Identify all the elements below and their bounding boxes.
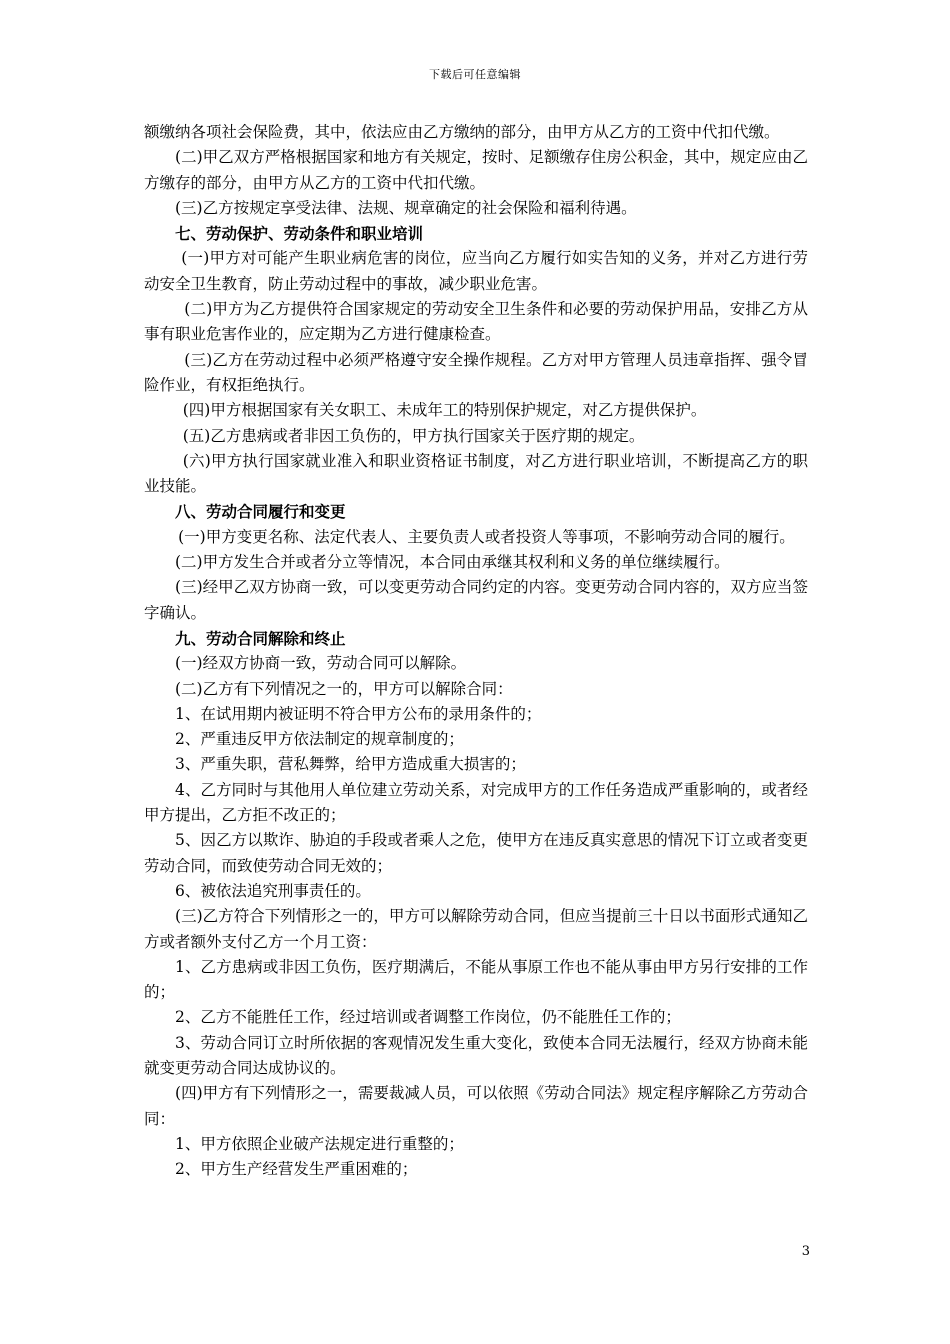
paragraph: (二)乙方有下列情况之一的，甲方可以解除合同： bbox=[175, 679, 513, 698]
list-item: 3、劳动合同订立时所依据的客观情况发生重大变化，致使本合同无法履行，经双方协商未能就变更劳动合同达成协议的。 bbox=[144, 1033, 808, 1077]
page-header: 下载后可任意编辑 bbox=[429, 68, 521, 81]
paragraph: (二)甲方发生合并或者分立等情况，本合同由承继其权利和义务的单位继续履行。 bbox=[175, 553, 730, 572]
paragraph: (三)乙方符合下列情形之一的，甲方可以解除劳动合同，但应当提前三十日以书面形式通知乙方或者额外支付乙方一个月工资： bbox=[144, 907, 808, 951]
section-heading: 八、劳动合同履行和变更 bbox=[175, 502, 346, 522]
paragraph: (四)甲方有下列情形之一，需要裁减人员，可以依照《劳动合同法》规定程序解除乙方劳动合同： bbox=[144, 1084, 808, 1128]
section-heading: 七、劳动保护、劳动条件和职业培训 bbox=[175, 224, 424, 244]
paragraph: (一)甲方对可能产生职业病危害的岗位，应当向乙方履行如实告知的义务，并对乙方进行劳动安全卫生教育，防止劳动过程中的事故，减少职业危害。 bbox=[144, 249, 808, 293]
paragraph: 额缴纳各项社会保险费，其中，依法应由乙方缴纳的部分，由甲方从乙方的工资中代扣代缴。 bbox=[144, 123, 780, 141]
paragraph: (二)甲乙双方严格根据国家和地方有关规定，按时、足额缴存住房公积金，其中，规定应由乙方缴存的部分，由甲方从乙方的工资中代扣代缴。 bbox=[144, 148, 808, 192]
page-number: 3 bbox=[801, 1244, 810, 1259]
section-heading: 九、劳动合同解除和终止 bbox=[175, 628, 346, 648]
paragraph: (三)经甲乙双方协商一致，可以变更劳动合同约定的内容。变更劳动合同内容的，双方应当签字确认。 bbox=[144, 578, 808, 622]
paragraph: (三)乙方在劳动过程中必须严格遵守安全操作规程。乙方对甲方管理人员违章指挥、强令冒险作业，有权拒绝执行。 bbox=[144, 350, 808, 394]
list-item: 6、被依法追究刑事责任的。 bbox=[175, 881, 371, 900]
paragraph: (四)甲方根据国家有关女职工、未成年工的特别保护规定，对乙方提供保护。 bbox=[182, 401, 707, 420]
list-item: 2、乙方不能胜任工作，经过培训或者调整工作岗位，仍不能胜任工作的； bbox=[175, 1008, 681, 1027]
list-item: 2、甲方生产经营发生严重困难的； bbox=[175, 1160, 418, 1179]
paragraph: (三)乙方按规定享受法律、法规、规章确定的社会保险和福利待遇。 bbox=[175, 198, 637, 217]
paragraph: (一)经双方协商一致，劳动合同可以解除。 bbox=[175, 654, 467, 673]
list-item: 2、严重违反甲方依法制定的规章制度的； bbox=[175, 730, 464, 749]
list-item: 3、严重失职，营私舞弊，给甲方造成重大损害的； bbox=[175, 755, 526, 774]
paragraph: (五)乙方患病或者非因工负伤的，甲方执行国家关于医疗期的规定。 bbox=[182, 426, 645, 445]
list-item: 1、甲方依照企业破产法规定进行重整的； bbox=[175, 1134, 464, 1153]
list-item: 5、因乙方以欺诈、胁迫的手段或者乘人之危，使甲方在违反真实意思的情况下订立或者变更劳动合同，而致使劳动合同无效的； bbox=[144, 831, 808, 875]
paragraph: (二)甲方为乙方提供符合国家规定的劳动安全卫生条件和必要的劳动保护用品，安排乙方从事有职业危害作业的，应定期为乙方进行健康检查。 bbox=[144, 300, 808, 344]
paragraph: (六)甲方执行国家就业准入和职业资格证书制度，对乙方进行职业培训，不断提高乙方的职业技能。 bbox=[144, 451, 808, 496]
list-item: 4、乙方同时与其他用人单位建立劳动关系，对完成甲方的工作任务造成严重影响的，或者经甲方提出，乙方拒不改正的； bbox=[144, 780, 808, 825]
document-body bbox=[144, 120, 808, 1182]
list-item: 1、乙方患病或非因工负伤，医疗期满后，不能从事原工作也不能从事由甲方另行安排的工作的； bbox=[144, 957, 808, 1002]
paragraph: (一)甲方变更名称、法定代表人、主要负责人或者投资人等事项，不影响劳动合同的履行。 bbox=[178, 527, 795, 546]
list-item: 1、在试用期内被证明不符合甲方公布的录用条件的； bbox=[175, 704, 542, 723]
